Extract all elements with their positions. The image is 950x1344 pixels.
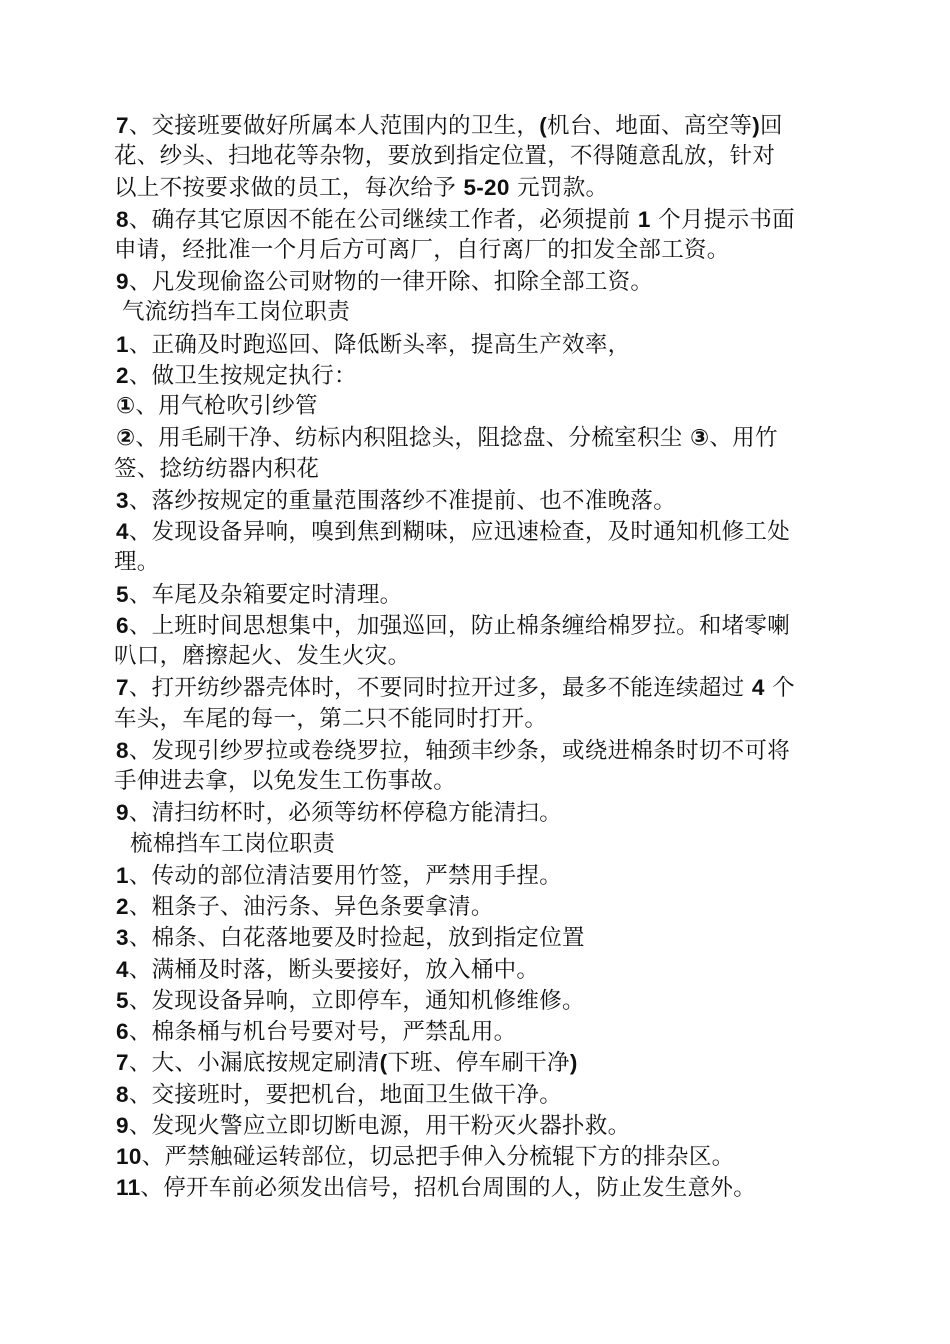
item-number: 6 [116,1019,129,1044]
text-segment: 、粗条子、油污条、异色条要拿清。 [128,894,494,920]
item-number: 7 [116,675,129,700]
item-number: 3 [116,488,129,513]
item-number: 11 [116,1175,141,1200]
text-segment: 、用气枪吹引纱管 [135,393,318,419]
text-line [116,985,585,1017]
text-line [114,766,456,797]
text-segment: 手伸进去拿，以免发生工伤事故。 [114,768,457,794]
text-segment: 、做卫生按规定执行： [128,363,357,389]
text-segment: 、正确及时跑巡回、降低断头率，提高生产效率， [128,332,631,358]
text-segment: 、用竹 [709,425,778,451]
text-line [116,110,783,142]
text-segment: 、满桶及时落，断头要接好，放入桶中。 [128,957,540,983]
text-line [116,610,790,642]
paren-close: ) [752,113,761,138]
text-segment: 、发现火警应立即切断电源，用干粉灭火器扑救。 [128,1113,631,1139]
item-number: 9 [116,1113,129,1138]
item-number: 1 [116,332,129,357]
text-line [116,1141,734,1173]
text-line [116,922,585,954]
text-line [114,454,319,485]
fine-amount: 5-20 [463,175,510,200]
month-count: 1 [637,207,651,232]
text-line [116,1110,630,1142]
paren-open: ( [379,1050,388,1075]
text-segment: 签、捻纺纺器内积花 [114,456,320,482]
text-segment: 、清扫纺杯时，必须等纺杯停稳方能清扫。 [128,800,563,826]
text-segment: 、凡发现偷盗公司财物的一律开除、扣除全部工资。 [128,269,654,295]
text-segment: 、上班时间思想集中，加强巡回，防止棉条缠给棉罗拉。和堵零喇 [128,613,791,639]
text-segment: 以上不按要求做的员工，每次给予 [114,175,464,201]
text-segment: 、发现设备异响，嗅到焦到糊味，应迅速检查，及时通知机修工处 [128,519,791,545]
section-title-text: 气流纺挡车工岗位职责 [122,299,351,325]
text-line [114,172,608,204]
paren-close: ) [569,1050,578,1075]
text-line [116,1079,562,1111]
text-segment: 、打开纺纱器壳体时，不要同时拉开过多，最多不能连续超过 [128,675,752,701]
item-number: 8 [116,1082,129,1107]
text-line [116,516,790,548]
text-segment: 、棉条、白花落地要及时捡起，放到指定位置 [128,925,585,951]
text-segment: 元罚款。 [509,175,609,201]
item-number: 1 [116,863,129,888]
circled-number: ② [116,425,136,451]
text-segment: 、停开车前必须发出信号，招机台周围的人，防止发生意外。 [140,1175,756,1201]
item-number: 2 [116,894,129,919]
item-number: 7 [116,113,129,138]
text-line [116,579,402,611]
text-line [116,266,653,298]
text-line [116,329,630,361]
circled-number: ① [116,393,136,419]
text-line [114,547,160,578]
text-segment: 叭口，磨擦起火、发生火灾。 [114,643,411,669]
text-segment: 、发现设备异响，立即停车，通知机修维修。 [128,988,585,1014]
text-line [116,391,318,422]
item-number: 7 [116,1050,129,1075]
text-line [116,672,795,704]
item-number: 5 [116,582,129,607]
text-segment: 、大、小漏底按规定刷清 [128,1050,380,1076]
text-segment: 、发现引纱罗拉或卷绕罗拉，轴颈丰纱条，或绕进棉条时切不可将 [128,738,791,764]
text-segment: 车头，车尾的每一，第二只不能同时打开。 [114,706,548,732]
text-segment: 、车尾及杂箱要定时清理。 [128,582,403,608]
item-number: 8 [116,207,129,232]
text-segment: 、交接班时，要把机台，地面卫生做干净。 [128,1082,563,1108]
text-line [114,235,730,266]
section-title-text: 梳棉挡车工岗位职责 [130,831,336,857]
text-line [116,735,790,767]
item-number: 9 [116,269,129,294]
text-line [114,141,775,172]
text-line [116,1172,756,1204]
text-segment: 申请，经批准一个月后方可离厂，自行离厂的扣发全部工资。 [114,237,730,263]
text-line [116,1016,516,1048]
text-segment: 、严禁触碰运转部位，切忌把手伸入分梳辊下方的排杂区。 [141,1144,735,1170]
text-segment: 、用毛刷干净、纺标内积阻捻头，阻捻盘、分梳室积尘 [135,425,691,451]
item-number: 9 [116,800,129,825]
text-segment: 个月提示书面 [650,207,795,233]
text-segment: 花、纱头、扫地花等杂物，要放到指定位置，不得随意乱放，针对 [114,143,776,169]
text-line [116,360,357,392]
count-value: 4 [751,675,765,700]
text-line [116,954,539,986]
text-segment: 、确存其它原因不能在公司继续工作者，必须提前 [128,207,638,233]
text-line [114,641,410,672]
item-number: 4 [116,957,129,982]
item-number: 8 [116,738,129,763]
text-segment: 机台、地面、高空等 [547,113,753,139]
text-line [116,485,676,517]
text-line [116,423,778,454]
item-number: 5 [116,988,129,1013]
text-line [116,891,494,923]
section-title [130,829,335,860]
text-line [116,204,795,236]
text-segment: 回 [760,113,783,139]
text-segment: 、交接班要做好所属本人范围内的卫生， [128,113,540,139]
circled-number: ③ [690,425,710,451]
text-segment: 理。 [114,549,160,575]
text-segment: 下班、停车刷干净 [387,1050,570,1076]
text-line [114,704,547,735]
text-line [116,860,562,892]
text-segment: 个 [764,675,795,701]
item-number: 10 [116,1144,142,1169]
text-segment: 、传动的部位清洁要用竹签，严禁用手捏。 [128,863,563,889]
item-number: 6 [116,613,129,638]
item-number: 3 [116,925,129,950]
section-title [122,297,350,328]
text-line [116,1047,578,1079]
item-number: 4 [116,519,129,544]
text-line [116,797,562,829]
text-segment: 、棉条桶与机台号要对号，严禁乱用。 [128,1019,517,1045]
paren-open: ( [539,113,548,138]
text-segment: 、落纱按规定的重量范围落纱不准提前、也不准晚落。 [128,488,677,514]
item-number: 2 [116,363,129,388]
